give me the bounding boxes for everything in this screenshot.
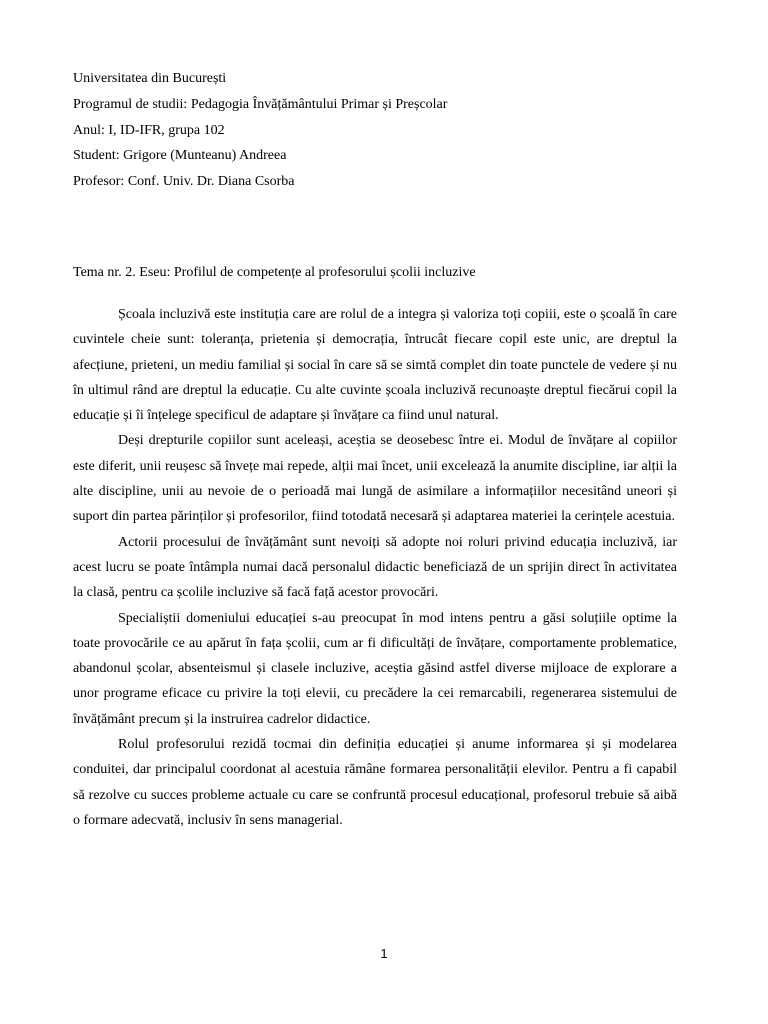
document-header [73,66,693,195]
paragraph: Actorii procesului de învățământ sunt nevoiți să adopte noi roluri privind educația incluzivă, iar acest lucru se poate întâmpla numai dacă personalul didactic beneficiază de un sprijin direct în activitatea la clasă, pentru ca școlile incluzive să facă față acestor provocări. [73,534,677,601]
essay-body [73,302,677,833]
essay-topic: Tema nr. 2. Eseu: Profilul de competențe al profesorului școlii incluzive [73,265,476,280]
paragraph: Deși drepturile copiilor sunt aceleași, aceștia se deosebesc între ei. Modul de învățare al copiilor este diferit, unii reușesc să învețe mai repede, alții mai încet, unii excelează la anumite discipline, iar alții la alte discipline, unii au nevoie de o perioadă mai lungă de asimilare a informațiilor necesitând uneori și suport din partea părinților și profesorilor, fiind totodată necesară și adaptarea materiei la cerințele acestuia. [73,433,677,525]
paragraph: Rolul profesorului rezidă tocmai din definiția educației și anume informarea și și modelarea conduitei, dar principalul coordonat al acestuia rămâne formarea personalității elevilor. Pentru a fi capabil să rezolve cu succes probleme actuale cu care se confruntă procesul educațional, profesorul trebuie să aibă o formare adecvată, inclusiv în sens managerial. [73,737,677,828]
study-program-line: Programul de studii: Pedagogia Învățământului Primar și Preșcolar [73,96,448,112]
paragraph: Specialiștii domeniului educației s-au preocupat în mod intens pentru a găsi soluțiile optime la toate provocările ce au apărut în fața școlii, cum ar fi dificultăți de învățare, comportamente problematice, abandonul școlar, absenteismul și clasele incluzive, aceștia găsind astfel diverse mijloace de explorare a unor programe eficace cu privire la toți elevii, cu precădere la cei remarcabili, regenerarea sistemului de învățământ precum și la instruirea cadrelor didactice. [73,610,677,727]
student-line: Student: Grigore (Munteanu) Andreea [73,148,287,164]
page-number: 1 [380,946,388,961]
year-group-line: Anul: I, ID-IFR, grupa 102 [73,122,225,138]
paragraph: Școala incluzivă este instituția care are rolul de a integra și valoriza toți copiii, este o școală în care cuvintele cheie sunt: toleranța, prietenia și democrația, întrucât fiecare copil este unic, are dreptul la afecțiune, prieteni, un mediu familial și social în care să se simtă complet din toate punctele de vedere și nu în ultimul rând are dreptul la educație. Cu alte cuvinte școala incluzivă recunoaște dreptul fiecărui copil la educație și îi înțelege specificul de adaptare și învățare ca fiind unul natural. [73,307,677,424]
professor-line: Profesor: Conf. Univ. Dr. Diana Csorba [73,174,295,190]
university-line: Universitatea din București [73,71,227,86]
